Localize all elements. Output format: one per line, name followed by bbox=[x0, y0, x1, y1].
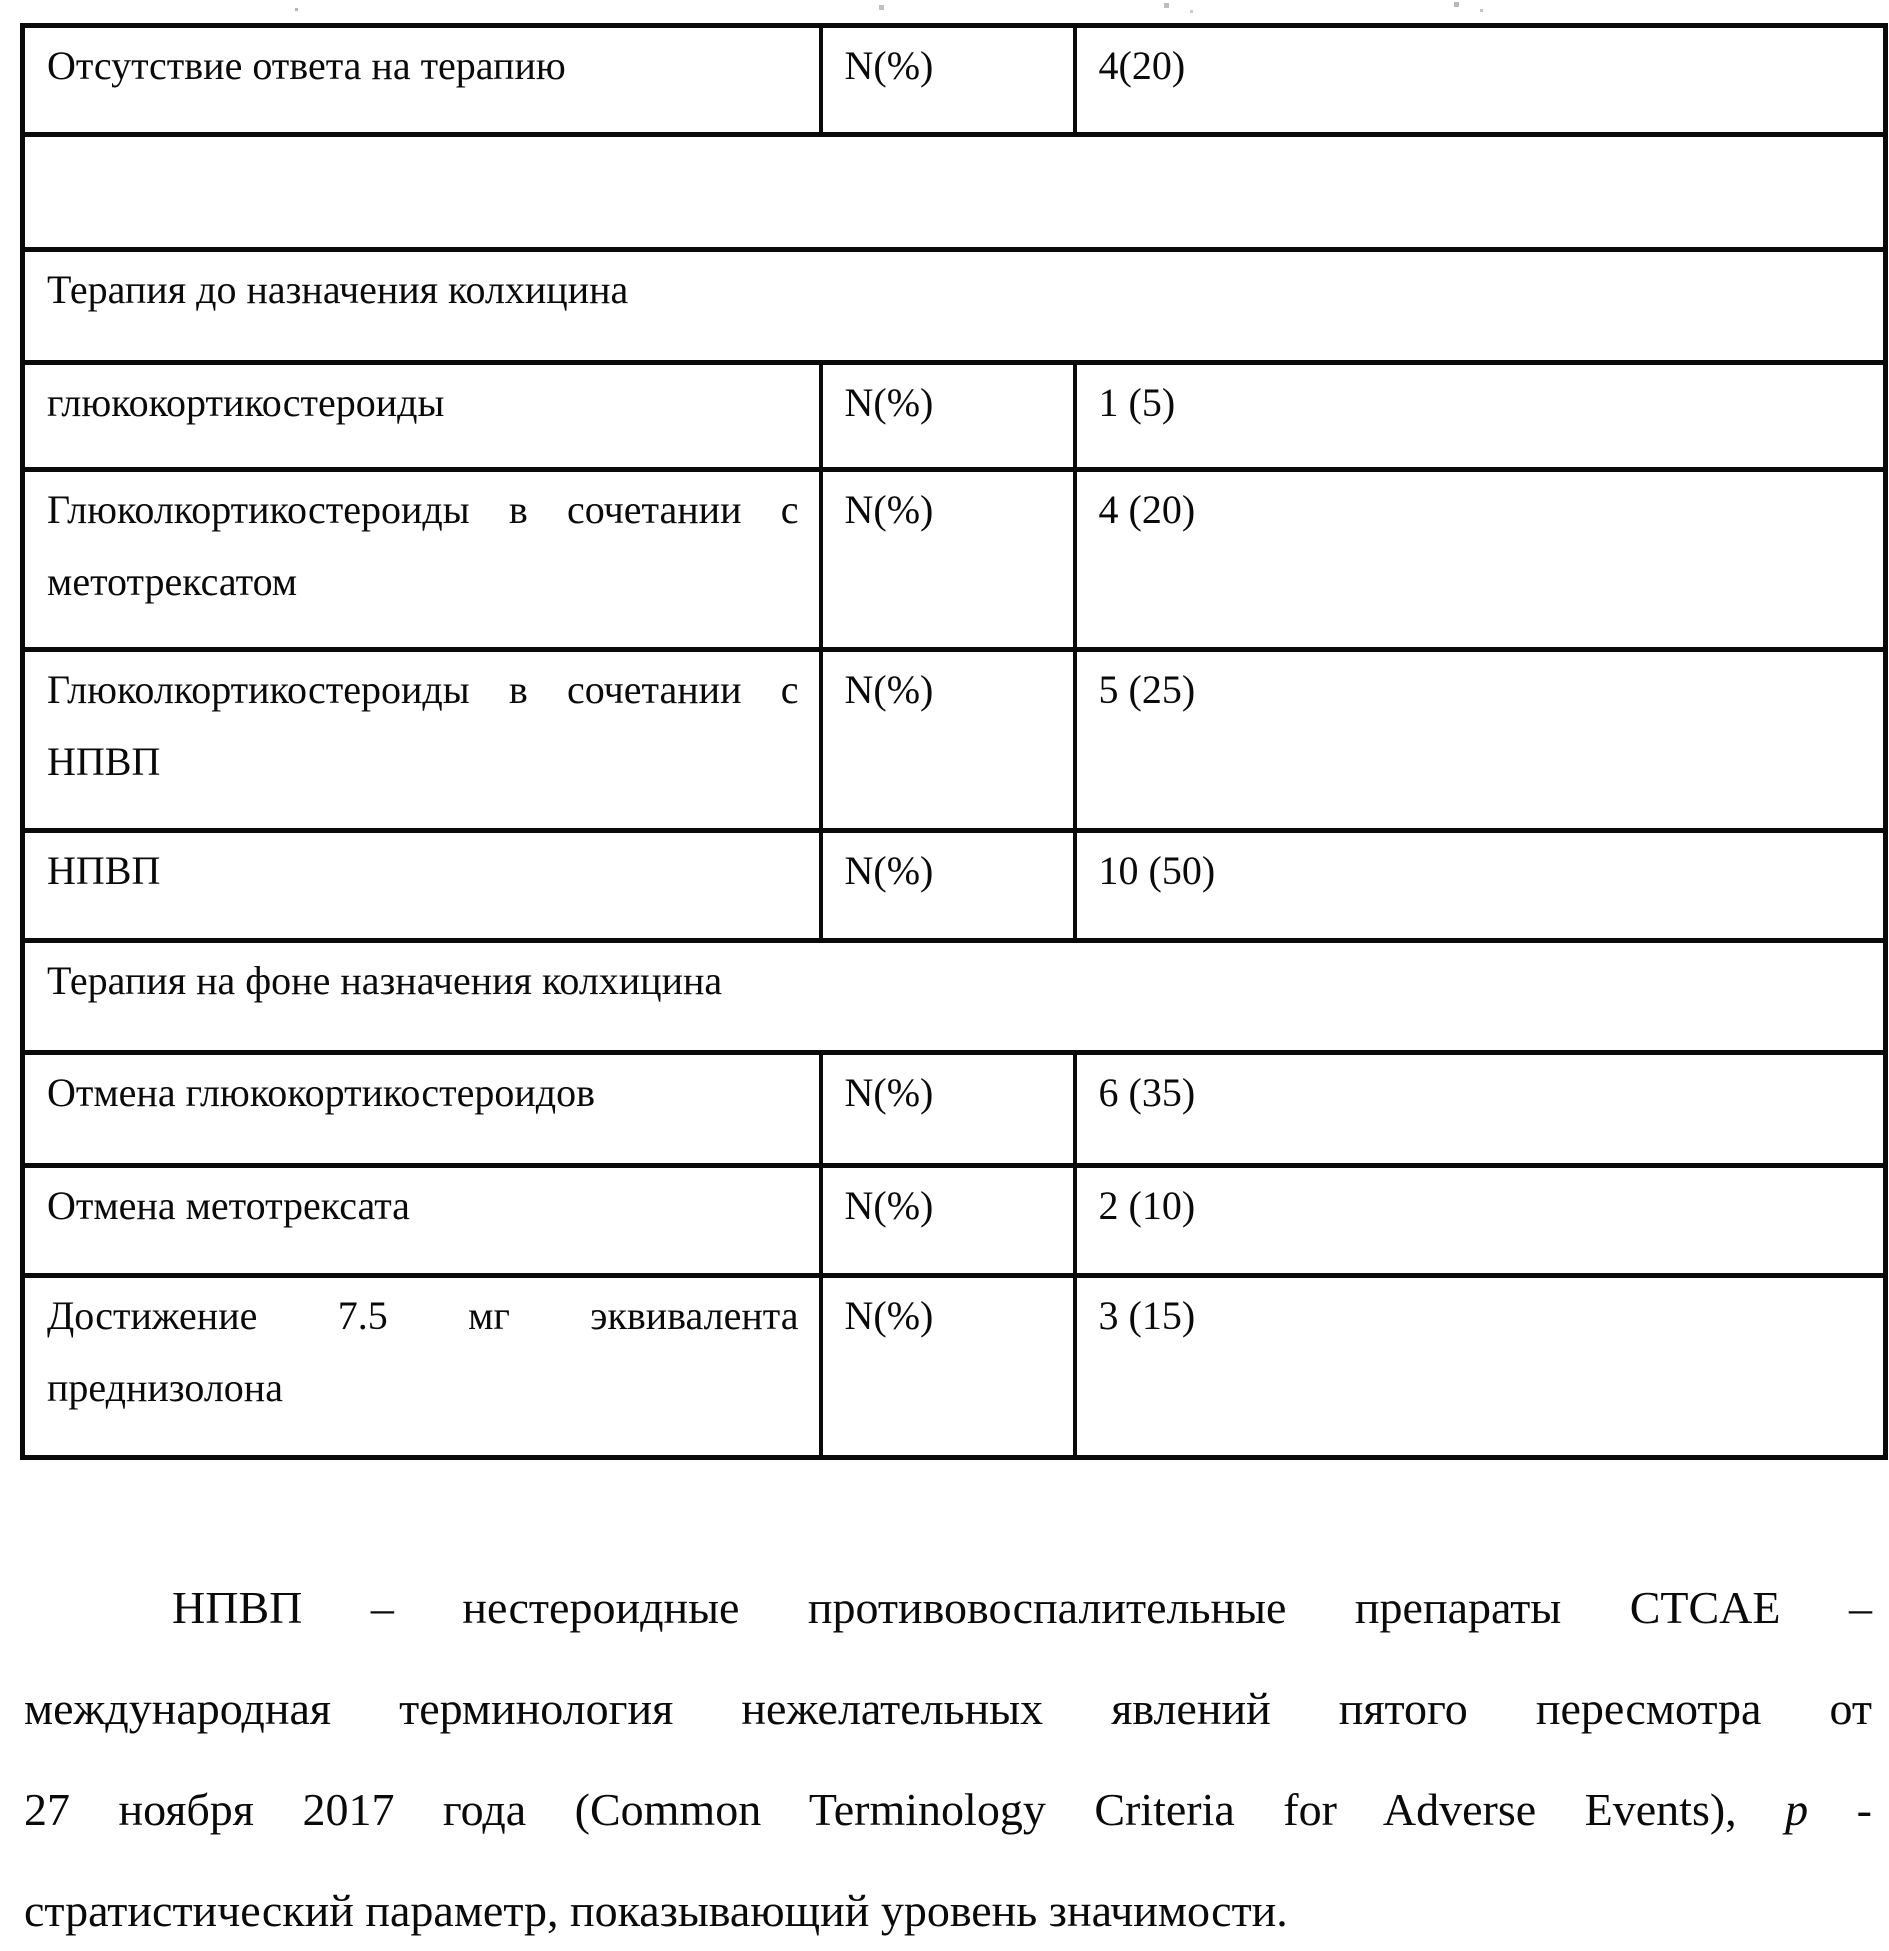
row-label-line-2: НПВП bbox=[47, 739, 161, 784]
row-value-cell bbox=[1075, 470, 1886, 650]
row-measure-cell bbox=[821, 1276, 1075, 1458]
row-measure: N(%) bbox=[844, 487, 934, 532]
row-label: Отсутствие ответа на терапию bbox=[47, 43, 566, 88]
footnote-text: - bbox=[1856, 1784, 1872, 1835]
row-measure: N(%) bbox=[844, 380, 934, 425]
row-label-line-1: Достижение 7.5 мг эквивалента bbox=[47, 1293, 799, 1338]
row-label-cell bbox=[23, 1276, 821, 1458]
row-label: глюкокортикостероиды bbox=[47, 380, 445, 425]
table-row bbox=[23, 363, 1886, 470]
row-measure-cell bbox=[821, 1166, 1075, 1276]
table-row bbox=[23, 1053, 1886, 1166]
row-label: Отмена глюкокортикостероидов bbox=[47, 1070, 596, 1115]
row-measure-cell bbox=[821, 26, 1075, 135]
row-label-cell bbox=[23, 1166, 821, 1276]
section-header-cell bbox=[23, 941, 1886, 1053]
row-measure: N(%) bbox=[844, 848, 934, 893]
row-label: НПВП bbox=[47, 848, 161, 893]
row-value-cell bbox=[1075, 1276, 1886, 1458]
row-label-cell bbox=[23, 470, 821, 650]
row-measure-cell bbox=[821, 470, 1075, 650]
table-row bbox=[23, 831, 1886, 941]
footnote-text: международная терминология нежелательных явлений пятого пересмотра от bbox=[24, 1683, 1872, 1734]
row-value: 2 (10) bbox=[1098, 1183, 1196, 1228]
p-parameter-italic: p bbox=[1785, 1784, 1809, 1835]
table-row bbox=[23, 470, 1886, 650]
row-value-cell bbox=[1075, 1166, 1886, 1276]
row-label-line-1: Глюколкортикостероиды в сочетании с bbox=[47, 487, 799, 532]
footnote-line-3 bbox=[24, 1759, 1872, 1860]
row-label: Отмена метотрексата bbox=[47, 1183, 410, 1228]
therapy-results-table bbox=[20, 23, 1888, 1460]
row-label-cell bbox=[23, 831, 821, 941]
row-value: 4 (20) bbox=[1098, 487, 1196, 532]
row-measure: N(%) bbox=[844, 1293, 934, 1338]
row-value-cell bbox=[1075, 26, 1886, 135]
table-row bbox=[23, 650, 1886, 831]
section-header-label: Терапия до назначения колхицина bbox=[47, 267, 629, 312]
section-header-label: Терапия на фоне назначения колхицина bbox=[47, 958, 723, 1003]
row-label-cell bbox=[23, 363, 821, 470]
row-measure-cell bbox=[821, 831, 1075, 941]
row-measure-cell bbox=[821, 1053, 1075, 1166]
section-header-cell bbox=[23, 250, 1886, 363]
row-label-line-1: Глюколкортикостероиды в сочетании с bbox=[47, 667, 799, 712]
table-row bbox=[23, 26, 1886, 135]
scan-noise-specks bbox=[295, 8, 298, 11]
row-label-cell bbox=[23, 1053, 821, 1166]
footnote bbox=[24, 1557, 1872, 1951]
row-measure: N(%) bbox=[844, 667, 934, 712]
table-empty-row bbox=[23, 135, 1886, 250]
row-value: 6 (35) bbox=[1098, 1070, 1196, 1115]
row-measure-cell bbox=[821, 363, 1075, 470]
row-measure: N(%) bbox=[844, 43, 934, 88]
table-row bbox=[23, 1276, 1886, 1458]
row-label-cell bbox=[23, 650, 821, 831]
row-value-cell bbox=[1075, 1053, 1886, 1166]
row-value: 4(20) bbox=[1098, 43, 1186, 88]
footnote-line-2 bbox=[24, 1658, 1872, 1759]
row-value-cell bbox=[1075, 650, 1886, 831]
row-label-line-2: преднизолона bbox=[47, 1365, 283, 1410]
row-label-cell bbox=[23, 26, 821, 135]
row-measure: N(%) bbox=[844, 1070, 934, 1115]
row-value: 1 (5) bbox=[1098, 380, 1176, 425]
row-value: 3 (15) bbox=[1098, 1293, 1196, 1338]
row-measure: N(%) bbox=[844, 1183, 934, 1228]
table-row bbox=[23, 1166, 1886, 1276]
row-label-line-2: метотрексатом bbox=[47, 559, 298, 604]
footnote-text: стратистический параметр, показывающий уровень значимости. bbox=[24, 1885, 1288, 1936]
row-value: 5 (25) bbox=[1098, 667, 1196, 712]
row-value-cell bbox=[1075, 363, 1886, 470]
footnote-text: 27 ноября 2017 года (Common Terminology Criteria for Adverse Events), bbox=[24, 1784, 1786, 1835]
table-section-row bbox=[23, 941, 1886, 1053]
empty-spacer-cell bbox=[23, 135, 1886, 250]
row-value: 10 (50) bbox=[1098, 848, 1216, 893]
row-measure-cell bbox=[821, 650, 1075, 831]
footnote-text: НПВП – нестероидные противовоспалительные препараты CTCAE – bbox=[172, 1582, 1872, 1633]
table-section-row bbox=[23, 250, 1886, 363]
footnote-line-1 bbox=[24, 1557, 1872, 1658]
footnote-line-4 bbox=[24, 1860, 1872, 1951]
row-value-cell bbox=[1075, 831, 1886, 941]
